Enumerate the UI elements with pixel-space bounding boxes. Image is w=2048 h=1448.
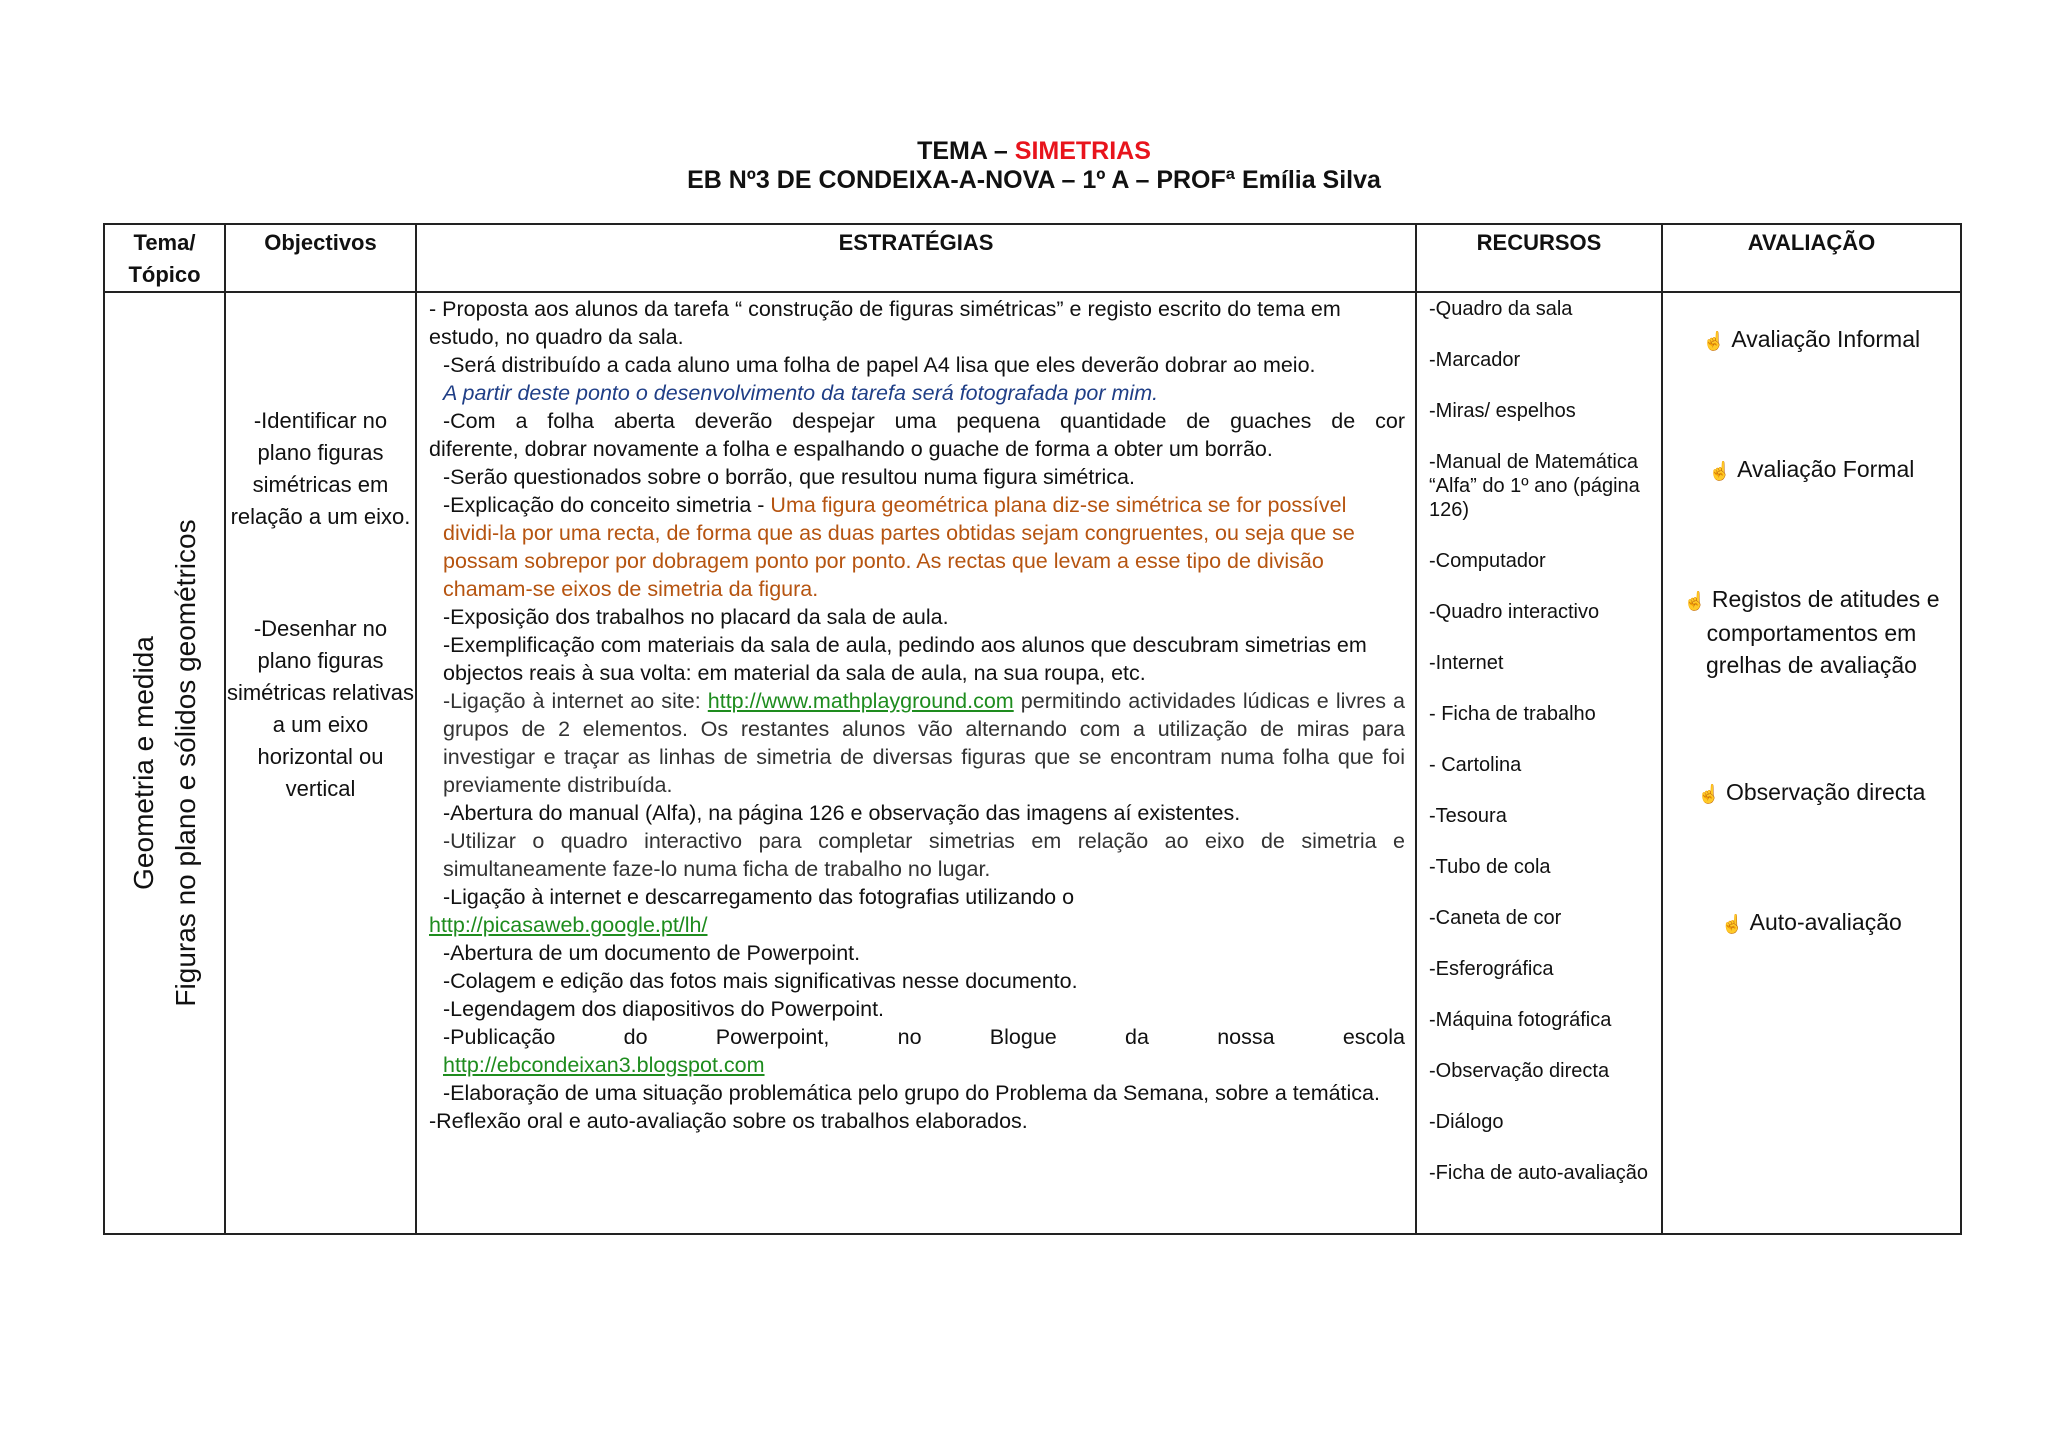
strategy-item: -Ligação à internet e descarregamento das fotografias utilizando o [443,885,1075,909]
resource-item: - Ficha de trabalho [1429,703,1596,725]
resource-item: -Tubo de cola [1429,856,1551,878]
pointing-hand-icon: ☝ [1683,591,1706,611]
pointing-hand-icon: ☝ [1708,461,1732,481]
strategy-item: -Explicação do conceito simetria - Uma figura geométrica plana diz-se simétrica se for possível dividi-la por uma recta, de forma que as duas partes obtidas sejam congruentes, ou seja que se possam sobrepor por dobragem ponto por ponto. As rectas que levam a esse tipo de divisão chamam-se eixos de simetria da figura. [443,493,1355,601]
strategy-item: -Reflexão oral e auto-avaliação sobre os trabalhos elaborados. [429,1109,1028,1133]
table-body-row [104,292,1961,1234]
header-avaliacao: AVALIAÇÃO [1662,224,1961,292]
title-prefix: TEMA – [917,137,1015,165]
resource-item: -Marcador [1429,349,1521,371]
evaluation-item: ☝ Registos de atitudes e comportamentos em grelhas de avaliação [1683,586,1940,678]
evaluation-item: ☝ Avaliação Informal [1702,326,1921,352]
strategies-cell [416,292,1416,1234]
symmetry-definition: Uma figura geométrica plana diz-se simétrica se for possível dividi-la por uma recta, de forma que as duas partes obtidas sejam congruentes, ou seja que se possam sobrepor por dobragem ponto por ponto. As rectas que levam a esse tipo de divisão chamam-se eixos de simetria da figura. [443,493,1355,601]
blog-link[interactable]: http://ebcondeixan3.blogspot.com [443,1053,765,1077]
strategy-item: -Abertura de um documento de Powerpoint. [443,941,861,965]
resource-item: -Quadro interactivo [1429,601,1600,623]
resource-item: -Quadro da sala [1429,298,1573,320]
lesson-plan-table [103,223,1962,1235]
resources-cell [1416,292,1662,1234]
title-theme: SIMETRIAS [1014,137,1151,165]
strategy-item: - Proposta aos alunos da tarefa “ construção de figuras simétricas” e registo escrito do tema em estudo, no quadro da sala. [429,297,1341,349]
resource-item: -Miras/ espelhos [1429,400,1576,422]
pointing-hand-icon: ☝ [1702,331,1726,351]
mathplayground-link[interactable]: http://www.mathplayground.com [707,689,1014,713]
evaluation-cell [1662,292,1961,1234]
strategy-note: A partir deste ponto o desenvolvimento da tarefa será fotografada por mim. [443,381,1159,405]
strategy-item: -Colagem e edição das fotos mais significativas nesse documento. [443,969,1078,993]
strategy-item: -Legendagem dos diapositivos do Powerpoint. [443,997,885,1021]
objective-item: -Desenhar no plano figuras simétricas relativas a um eixo horizontal ou vertical [226,616,415,801]
header-tema: Tema/ Tópico [104,224,225,292]
resource-item: -Observação directa [1429,1060,1610,1082]
strategy-item: -Serão questionados sobre o borrão, que resultou numa figura simétrica. [443,465,1135,489]
strategy-item: -Com a folha aberta deverão despejar uma pequena quantidade de guaches de cor [443,409,1405,433]
resource-item: -Esferográfica [1429,958,1554,980]
evaluation-item: ☝ Auto-avaliação [1721,909,1902,935]
resource-item: -Máquina fotográfica [1429,1009,1612,1031]
strategy-item: -Abertura do manual (Alfa), na página 126 e observação das imagens aí existentes. [443,801,1241,825]
strategy-item: -Elaboração de uma situação problemática pelo grupo do Problema da Semana, sobre a temática. [443,1081,1380,1105]
strategy-item: -Publicação do Powerpoint, no Blogue da nossa escola [443,1025,1405,1049]
header-recursos: RECURSOS [1416,224,1662,292]
table-header-row [104,224,1961,292]
objective-item: -Identificar no plano figuras simétricas em relação a um eixo. [230,408,411,529]
pointing-hand-icon: ☝ [1721,914,1744,934]
strategy-item: -Ligação à internet ao site: http://www.mathplayground.com permitindo actividades lúdicas e livres a grupos de 2 elementos. Os restantes alunos vão alternando com a utilização de miras para investigar e traçar as linhas de simetria de diversas figuras que se encontram numa folha que foi previamente distribuída. [443,689,1406,797]
resource-item: -Ficha de auto-avaliação [1429,1162,1649,1184]
objectives-cell [225,292,416,1234]
topic-line-1: Geometria e medida [127,636,159,890]
strategy-item: -Será distribuído a cada aluno uma folha de papel A4 lisa que eles deverão dobrar ao meio. [443,353,1316,377]
resource-item: - Cartolina [1429,754,1522,776]
evaluation-item: ☝ Avaliação Formal [1708,456,1915,482]
strategy-item-continued: diferente, dobrar novamente a folha e espalhando o guache de forma a obter um borrão. [429,437,1273,461]
topic-line-2: Figuras no plano e sólidos geométricos [169,519,201,1007]
page-subtitle: EB Nº3 DE CONDEIXA-A-NOVA – 1º A – PROFª Emília Silva [687,166,1381,194]
resource-item: -Caneta de cor [1429,907,1562,929]
picasaweb-link[interactable]: http://picasaweb.google.pt/lh/ [429,913,708,937]
header-objectivos: Objectivos [225,224,416,292]
resource-item: -Computador [1429,550,1546,572]
resource-item: -Manual de Matemática “Alfa” do 1º ano (página 126) [1429,451,1640,521]
pointing-hand-icon: ☝ [1697,784,1720,804]
topic-text [123,519,207,1006]
evaluation-item: ☝ Observação directa [1697,779,1926,805]
resource-item: -Tesoura [1429,805,1507,827]
strategy-item: -Exemplificação com materiais da sala de aula, pedindo aos alunos que descubram simetrias em objectos reais à sua volta: em material da sala de aula, na sua roupa, etc. [443,633,1367,685]
strategy-item: -Utilizar o quadro interactivo para completar simetrias em relação ao eixo de simetria e simultaneamente faze-lo numa ficha de trabalho no lugar. [443,829,1405,881]
page-title [0,137,2048,166]
resource-item: -Internet [1429,652,1504,674]
topic-cell [104,292,225,1234]
header-estrategias: ESTRATÉGIAS [416,224,1416,292]
resource-item: -Diálogo [1429,1111,1504,1133]
strategy-item: -Exposição dos trabalhos no placard da sala de aula. [443,605,949,629]
